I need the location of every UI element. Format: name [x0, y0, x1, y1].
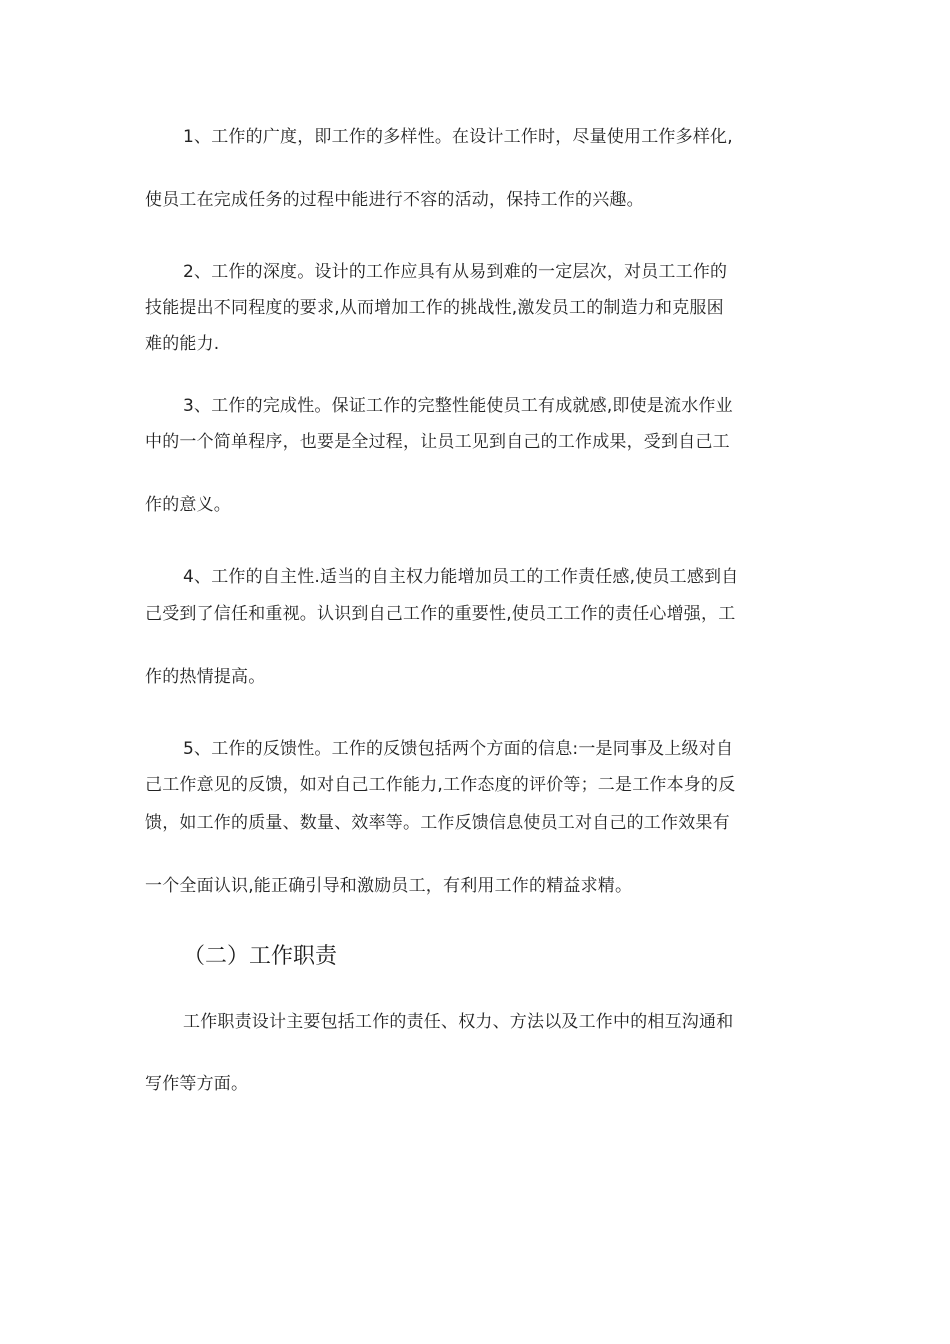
paragraph-5-line-4: 一个全面认识,能正确引导和激励员工，有利用工作的精益求精。 — [145, 876, 633, 896]
paragraph-3-line-1: 3、工作的完成性。保证工作的完整性能使员工有成就感,即使是流水作业 — [183, 396, 733, 416]
paragraph-2-line-2: 技能提出不同程度的要求,从而增加工作的挑战性,激发员工的制造力和克服困 — [145, 298, 724, 318]
paragraph-1-line-2: 使员工在完成任务的过程中能进行不容的活动，保持工作的兴趣。 — [145, 190, 644, 210]
paragraph-1-line-1: 1、工作的广度，即工作的多样性。在设计工作时，尽量使用工作多样化, — [183, 127, 733, 147]
paragraph-4-line-1: 4、工作的自主性.适当的自主权力能增加员工的工作责任感,使员工感到自 — [183, 567, 739, 587]
paragraph-3-line-2: 中的一个简单程序，也要是全过程，让员工见到自己的工作成果，受到自己工 — [145, 432, 730, 452]
paragraph-4-line-3: 作的热情提高。 — [145, 667, 266, 687]
paragraph-5-line-1: 5、工作的反馈性。工作的反馈包括两个方面的信息:一是同事及上级对自 — [183, 739, 734, 759]
paragraph-3-line-3: 作的意义。 — [145, 495, 231, 515]
section-paragraph-line-2: 写作等方面。 — [145, 1074, 249, 1094]
paragraph-5-line-3: 馈，如工作的质量、数量、效率等。工作反馈信息使员工对自己的工作效果有 — [145, 813, 730, 833]
paragraph-5-line-2: 己工作意见的反馈，如对自己工作能力,工作态度的评价等；二是工作本身的反 — [145, 775, 736, 795]
paragraph-4-line-2: 己受到了信任和重视。认识到自己工作的重要性,使员工工作的责任心增强，工 — [145, 604, 736, 624]
paragraph-2-line-3: 难的能力. — [145, 334, 220, 354]
section-paragraph-line-1: 工作职责设计主要包括工作的责任、权力、方法以及工作中的相互沟通和 — [183, 1012, 734, 1032]
paragraph-2-line-1: 2、工作的深度。设计的工作应具有从易到难的一定层次，对员工工作的 — [183, 262, 728, 282]
section-heading: （二）工作职责 — [183, 944, 338, 969]
